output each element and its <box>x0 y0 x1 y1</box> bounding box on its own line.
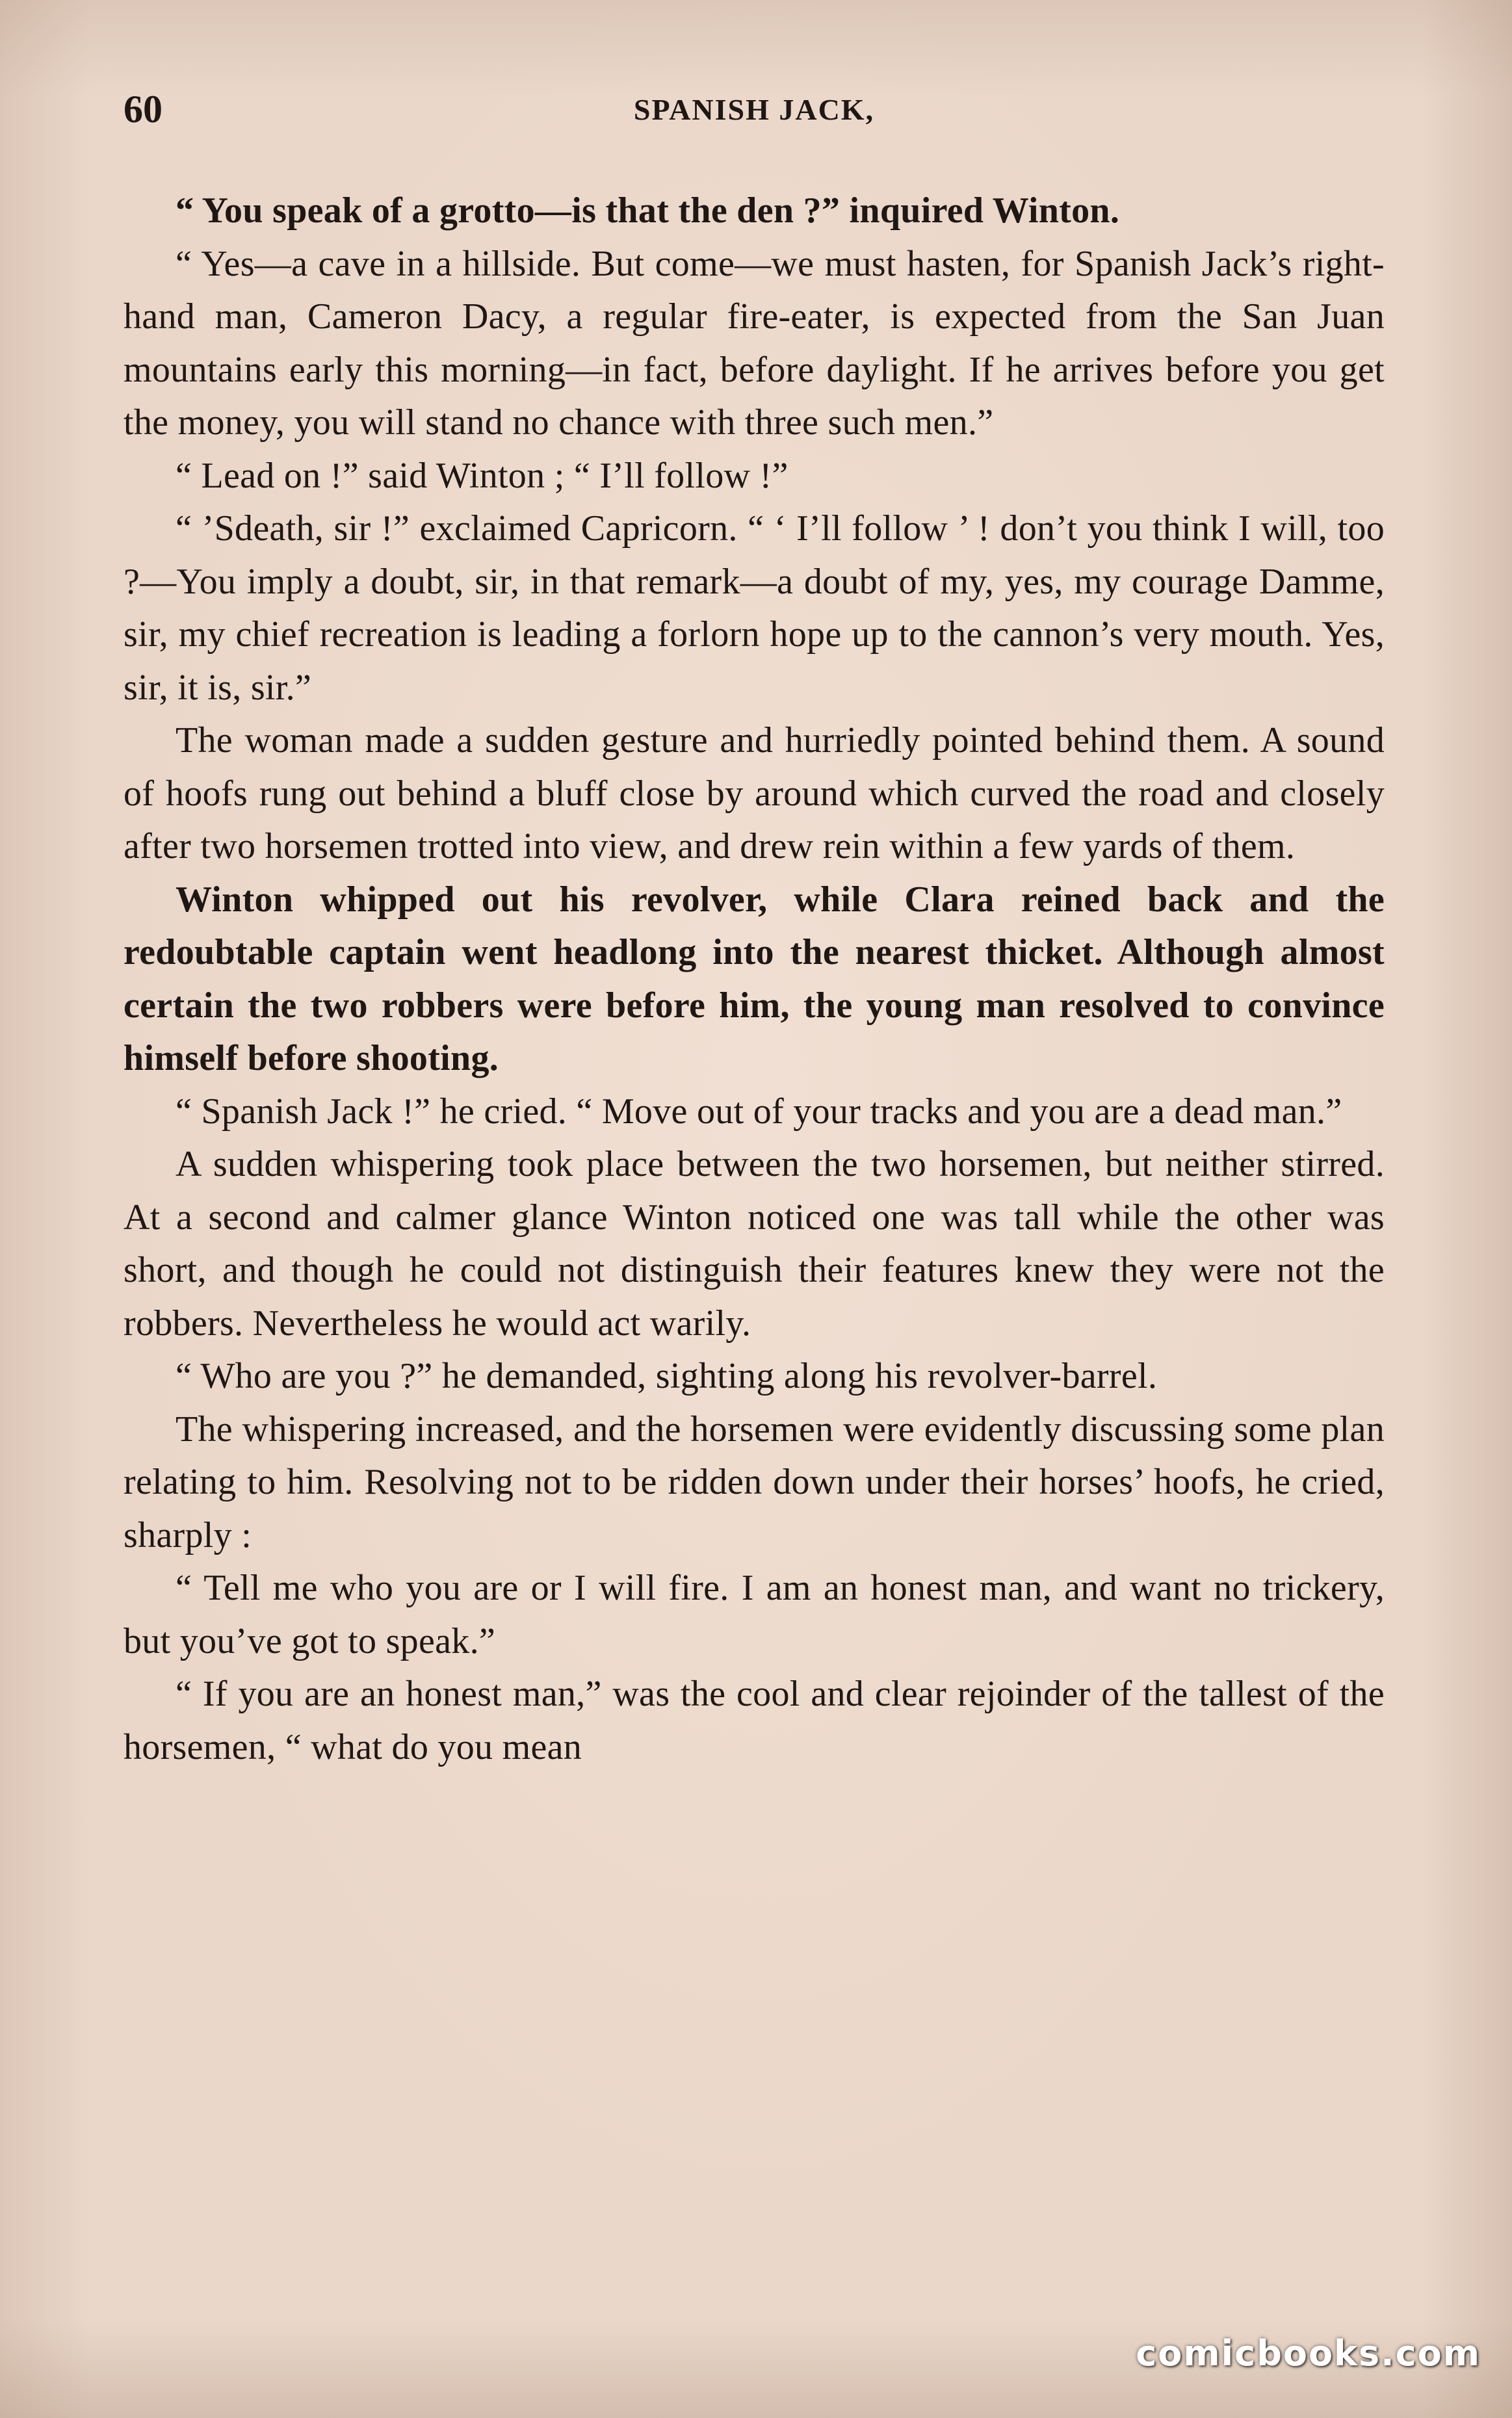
paragraph-5: The woman made a sudden gesture and hurriedly pointed behind them. A sound of hoofs rung out behind a bluff close by around which curved the road and closely after two horsemen trotted into view, and drew rein within a few yards of them. <box>124 720 1385 866</box>
paragraph-7: “ Spanish Jack !” he cried. “ Move out of your tracks and you are a dead man.” <box>176 1091 1342 1132</box>
running-title: SPANISH JACK, <box>633 93 875 126</box>
paragraph-3: “ Lead on !” said Winton ; “ I’ll follow !” <box>176 455 789 496</box>
paragraph-8: A sudden whispering took place between the two horsemen, but neither stirred. At a second and calmer glance Winton noticed one was tall while the other was short, and though he could not distinguish their features knew they were not the robbers. Nevertheless he would act warily. <box>124 1144 1385 1344</box>
paragraph-2: “ Yes—a cave in a hillside. But come—we must hasten, for Spanish Jack’s right-hand man, Cameron Dacy, a regular fire-eater, is expected from the San Juan mountains early this morning—in fact, before daylight. If he arrives before you get the money, you will stand no chance with three such men.” <box>124 243 1385 443</box>
paragraph-9: “ Who are you ?” he demanded, sighting along his revolver-barrel. <box>176 1356 1158 1396</box>
running-head <box>124 83 1385 135</box>
body-text <box>124 185 1385 1774</box>
paragraph-4: “ ’Sdeath, sir !” exclaimed Capricorn. “ ‘ I’ll follow ’ ! don’t you think I will, too ?—You imply a doubt, sir, in that remark—a doubt of my, yes, my courage Damme, sir, my chief recreation is leading a forlorn hope up to the cannon’s very mouth. Yes, sir, it is, sir.” <box>124 508 1385 708</box>
paragraph-11: “ Tell me who you are or I will fire. I am an honest man, and want no trickery, but you’ve got to speak.” <box>124 1568 1385 1661</box>
watermark: comicbooks.com <box>1136 2333 1481 2374</box>
paragraph-12: “ If you are an honest man,” was the cool and clear rejoinder of the tallest of the horsemen, “ what do you mean <box>124 1674 1385 1767</box>
paragraph-6: Winton whipped out his revolver, while Clara reined back and the redoubtable captain went headlong into the nearest thicket. Although almost certain the two robbers were before him, the young man resolved to convince himself before shooting. <box>124 879 1385 1078</box>
page-number: 60 <box>124 88 163 131</box>
paragraph-10: The whispering increased, and the horsemen were evidently discussing some plan relating to him. Resolving not to be ridden down under their horses’ hoofs, he cried, sharply : <box>124 1409 1385 1555</box>
paragraph-1: “ You speak of a grotto—is that the den ?” inquired Winton. <box>176 190 1120 231</box>
